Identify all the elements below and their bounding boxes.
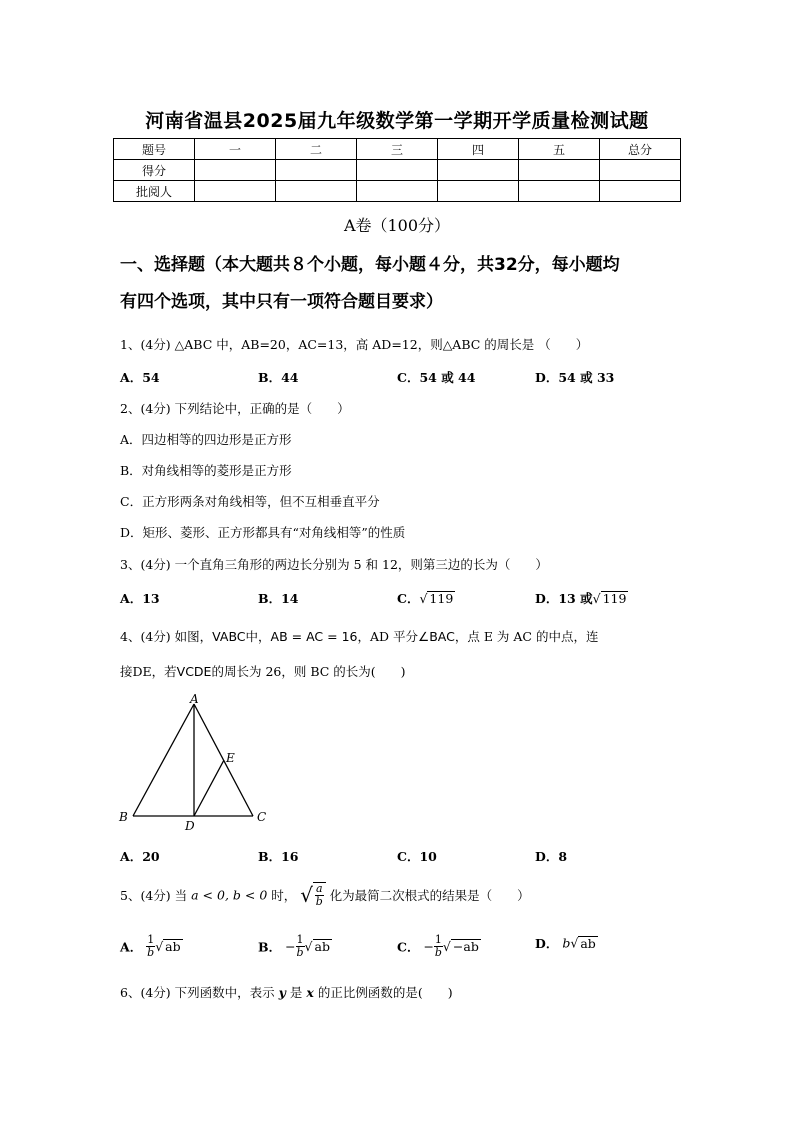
option-a[interactable]	[120, 430, 292, 448]
option-text: A．四边相等的四边形是正方形	[120, 432, 292, 447]
score-cell[interactable]	[519, 160, 600, 181]
grader-cell[interactable]	[357, 181, 438, 202]
question-stem	[120, 662, 690, 680]
question-stem: 3、(4分) 一个直角三角形的两边长分别为 5 和 12，则第三边的长为（ ）	[120, 557, 548, 572]
option-c[interactable]: C．54 或 44	[397, 370, 476, 385]
question-stem	[120, 627, 690, 645]
question-stem	[120, 983, 690, 1001]
table-row	[114, 139, 681, 160]
part-heading-line: 一、选择题（本大题共８个小题，每小题４分，共32分，每小题均	[120, 255, 620, 275]
option-b[interactable]: B．16	[258, 849, 299, 864]
fraction	[313, 882, 326, 908]
stem-text: ，AD 平分	[357, 629, 419, 644]
score-table	[113, 138, 681, 202]
option-c[interactable]	[120, 492, 380, 510]
numerator: 1	[296, 933, 304, 946]
option-text: B．对角线相等的菱形是正方形	[120, 463, 292, 478]
radicand: ab	[314, 939, 330, 954]
stem-text: 是	[289, 985, 303, 1000]
label-a: A	[190, 692, 199, 706]
triangle-symbol: VCDE	[176, 664, 212, 679]
minus-sign: −	[285, 939, 296, 954]
triangle-symbol: VABC	[212, 629, 246, 644]
option-label: D．13 或	[535, 591, 593, 606]
radicand: ab	[165, 939, 181, 954]
option-text: D．矩形、菱形、正方形都具有“对角线相等”的性质	[120, 525, 406, 540]
denominator: b	[147, 946, 155, 959]
table-header-cell: 五	[519, 139, 600, 160]
stem-text: 4、(4分) 如图，	[120, 629, 213, 644]
grader-cell[interactable]	[600, 181, 681, 202]
option-label: C．	[397, 939, 420, 955]
option-b[interactable]: B． − $\frac{1}{b}$ √ ab	[258, 933, 330, 959]
table-header-cell: 总分	[600, 139, 681, 160]
table-row	[114, 160, 681, 181]
stem-text: 时，	[271, 888, 297, 903]
option-a[interactable]: A．20	[120, 849, 160, 864]
table-header-cell: 题号	[114, 139, 195, 160]
option-d[interactable]: D．8	[535, 849, 568, 864]
grader-cell[interactable]	[195, 181, 276, 202]
score-cell[interactable]	[600, 160, 681, 181]
score-cell[interactable]	[357, 160, 438, 181]
question-stem: 1、(4分) △ABC 中，AB=20，AC=13，高 AD=12，则△ABC 的周长是 （ ）	[120, 337, 589, 352]
angle-symbol: ∠BAC	[418, 629, 455, 644]
option-d[interactable]: D． b√ ab	[535, 935, 596, 951]
numerator: a	[316, 882, 323, 895]
table-row-label: 得分	[114, 160, 195, 181]
question-stem: 2、(4分) 下列结论中，正确的是（ ）	[120, 401, 350, 416]
option-d[interactable]	[120, 523, 405, 541]
grader-cell[interactable]	[438, 181, 519, 202]
score-cell[interactable]	[195, 160, 276, 181]
label-c: C	[257, 810, 267, 824]
option-b[interactable]: B．14	[258, 591, 299, 606]
radicand: −ab	[452, 939, 479, 954]
table-row-label: 批阅人	[114, 181, 195, 202]
equation: AB = AC = 16	[270, 629, 358, 644]
variable-x: x	[306, 985, 314, 1000]
label-b: B	[119, 810, 128, 824]
stem-text: 5、(4分) 当	[120, 888, 188, 903]
denominator: b	[296, 946, 304, 959]
segment-de	[194, 760, 224, 816]
section-title: A卷（100分）	[343, 216, 451, 235]
grader-cell[interactable]	[276, 181, 357, 202]
option-c[interactable]: C． − $\frac{1}{b}$ √ −ab	[397, 933, 479, 959]
label-d: D	[185, 819, 195, 833]
option-c[interactable]: C．√ 119	[397, 591, 454, 606]
option-d[interactable]: D．13 或√ 119	[535, 591, 627, 606]
table-row	[114, 181, 681, 202]
fraction	[296, 934, 305, 959]
radicand: ab	[580, 935, 596, 951]
grader-cell[interactable]	[519, 181, 600, 202]
option-a[interactable]: A． $\frac{1}{b}$ √ ab	[120, 933, 181, 959]
option-label: D．	[535, 936, 559, 951]
stem-text: 的正比例函数的是( )	[317, 985, 453, 1000]
label-e: E	[226, 751, 235, 765]
option-text: C．正方形两条对角线相等，但不互相垂直平分	[120, 494, 380, 509]
stem-text: 的周长为 26，则 BC 的长为( )	[211, 664, 406, 679]
stem-text: 6、(4分) 下列函数中，表示	[120, 985, 275, 1000]
option-label: A．	[120, 939, 143, 955]
coefficient: b	[562, 935, 571, 951]
denominator: b	[434, 946, 442, 959]
option-d[interactable]: D．54 或 33	[535, 370, 615, 385]
part-heading-line: 有四个选项，其中只有一项符合题目要求）	[120, 292, 443, 312]
table-header-cell: 三	[357, 139, 438, 160]
option-label: B．	[258, 939, 282, 955]
question-stem: 5、(4分) 当 a < 0, b < 0 时， √ $\frac{a}{b}$ 化为最简二次根式的结果是（ ）	[120, 882, 530, 908]
numerator: 1	[147, 933, 155, 946]
part-heading	[120, 247, 680, 321]
option-a[interactable]: A．54	[120, 370, 160, 385]
option-label: C．	[397, 591, 420, 606]
score-cell[interactable]	[438, 160, 519, 181]
variable-y: y	[278, 985, 286, 1000]
triangle-figure	[112, 692, 282, 834]
minus-sign: −	[423, 939, 434, 954]
table-header-cell: 四	[438, 139, 519, 160]
condition: a < 0, b < 0	[191, 887, 268, 903]
side-ab	[133, 704, 194, 816]
stem-text: 化为最简二次根式的结果是（ ）	[329, 888, 530, 903]
option-b[interactable]: B．44	[258, 370, 299, 385]
fraction	[434, 934, 443, 959]
page-title: 河南省温县2025届九年级数学第一学期开学质量检测试题	[145, 110, 649, 132]
stem-text: 中，	[245, 629, 271, 644]
numerator: 1	[434, 933, 442, 946]
option-b[interactable]	[120, 461, 292, 479]
score-cell[interactable]	[276, 160, 357, 181]
stem-text: 接DE，若	[120, 664, 177, 679]
option-a[interactable]: A．13	[120, 591, 160, 606]
radicand: 119	[602, 591, 627, 606]
radicand: 119	[429, 591, 454, 606]
denominator: b	[315, 895, 323, 908]
option-c[interactable]: C．10	[397, 849, 437, 864]
table-header-cell: 二	[276, 139, 357, 160]
fraction	[146, 934, 155, 959]
stem-text: ，点 E 为 AC 的中点，连	[454, 629, 599, 644]
table-header-cell: 一	[195, 139, 276, 160]
